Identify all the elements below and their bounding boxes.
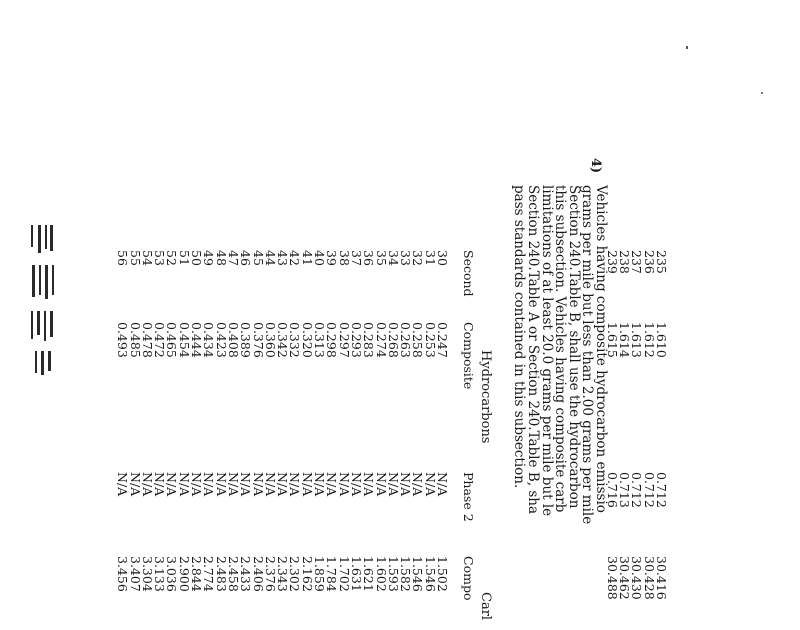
table-cell: 0.712 (641, 472, 657, 508)
table-row (176, 250, 192, 630)
table-row (164, 250, 180, 630)
table-cell: 2.774 (201, 556, 217, 592)
table-cell: N/A (225, 472, 241, 497)
table-row (127, 250, 143, 630)
table-cell: 0.332 (287, 322, 303, 358)
table-bottom-body (116, 250, 448, 630)
table-cell: 1.610 (654, 322, 669, 358)
table-cell: N/A (139, 472, 155, 497)
table-cell: 36 (361, 250, 377, 266)
table-cell: N/A (201, 472, 217, 497)
table-cell: 1.582 (398, 556, 414, 592)
table-cell: 30.428 (641, 556, 657, 600)
table-cell: 1.593 (385, 556, 401, 592)
table-cell: 235 (654, 250, 669, 274)
table-cell: N/A (299, 472, 315, 497)
table-cell: 0.485 (127, 322, 143, 358)
paragraph-line: limitations of at least 20.0 grams per mile but le (538, 185, 555, 517)
table-cell: 30.462 (617, 556, 633, 600)
table-cell: N/A (348, 472, 364, 497)
table-cell: 2.406 (250, 556, 266, 592)
table-cell: 1.613 (629, 322, 645, 358)
table-cell: 2.343 (275, 556, 291, 592)
table-cell: 54 (139, 250, 155, 266)
table-cell: 1.784 (324, 556, 340, 592)
table-cell: 30.430 (629, 556, 645, 600)
table-cell: 236 (641, 250, 657, 274)
table-cell: N/A (262, 472, 278, 497)
table-cell: 32 (410, 250, 426, 266)
paragraph-line: Vehicles having composite hydrocarbon emissio (593, 185, 609, 513)
table-cell: 33 (398, 250, 414, 266)
table-cell: 31 (422, 250, 438, 266)
table-cell: 45 (250, 250, 266, 266)
table-cell: 0.713 (617, 472, 633, 508)
table-cell: 1.702 (336, 556, 352, 592)
table-cell: 0.253 (422, 322, 438, 358)
table-row (336, 250, 352, 630)
table-cell: N/A (324, 472, 340, 497)
table-cell: 3.036 (164, 556, 180, 592)
table-cell: N/A (152, 472, 168, 497)
table-cell: 2.483 (213, 556, 229, 592)
paragraph (512, 185, 607, 625)
item-marker: 4) (588, 158, 603, 174)
table-cell: 0.434 (201, 322, 217, 358)
table-row (250, 250, 266, 630)
table-cell: N/A (238, 472, 254, 497)
table-row (213, 250, 229, 630)
table-row (299, 250, 315, 630)
table-cell: 3.407 (127, 556, 143, 592)
table-cell: N/A (275, 472, 291, 497)
table-top-row (641, 250, 657, 630)
table-cell: 51 (176, 250, 192, 266)
table-cell: 37 (348, 250, 364, 266)
table-cell: 0.297 (336, 322, 352, 358)
header-second: Second (461, 250, 476, 297)
table-cell: 34 (385, 250, 401, 266)
table-cell: 30.488 (604, 556, 620, 600)
table-cell: N/A (385, 472, 401, 497)
table-cell: 1.621 (361, 556, 377, 592)
table-cell: N/A (312, 472, 328, 497)
table-cell: 0.389 (238, 322, 254, 358)
table-cell: N/A (361, 472, 377, 497)
table-cell: N/A (435, 472, 450, 497)
table-cell: 47 (225, 250, 241, 266)
table-cell: 239 (604, 250, 620, 274)
table-cell: 35 (373, 250, 389, 266)
table-cell: 1.615 (604, 322, 620, 358)
table-cell: N/A (127, 472, 143, 497)
table-cell: 44 (262, 250, 278, 266)
table-cell: 2.162 (299, 556, 315, 592)
table-cell: 0.423 (213, 322, 229, 358)
table-cell: 42 (287, 250, 303, 266)
table-cell: 0.293 (348, 322, 364, 358)
table-cell: 3.133 (152, 556, 168, 592)
table-cell: 30.416 (654, 556, 669, 600)
paragraph-line: Section 240.Table A or Section 240.Table B, sha (525, 185, 542, 515)
table-header-row (458, 250, 474, 630)
table-cell: 0.247 (435, 322, 450, 358)
table-cell: 40 (312, 250, 328, 266)
table-cell: 49 (201, 250, 217, 266)
table-cell: 0.268 (385, 322, 401, 358)
table-cell: N/A (398, 472, 414, 497)
table-top-body (606, 250, 667, 630)
table-cell: 52 (164, 250, 180, 266)
table-cell: 53 (152, 250, 168, 266)
table-cell: N/A (422, 472, 438, 497)
table-cell: 0.454 (176, 322, 192, 358)
table-cell: 3.456 (115, 556, 131, 592)
table-cell: 0.472 (152, 322, 168, 358)
page-stamp-mark (17, 225, 57, 385)
table-row (422, 250, 438, 630)
table-cell: 1.546 (410, 556, 426, 592)
scan-speck (686, 46, 688, 49)
table-bottom (116, 250, 474, 630)
table-cell: 50 (189, 250, 205, 266)
paragraph-line: pass standards contained in this subsection. (511, 185, 528, 489)
table-top (606, 250, 667, 630)
table-cell: 48 (213, 250, 229, 266)
table-cell: N/A (115, 472, 131, 497)
table-cell: 0.712 (654, 472, 669, 508)
table-cell: 43 (275, 250, 291, 266)
table-cell: 0.298 (324, 322, 340, 358)
table-cell: 1.612 (641, 322, 657, 358)
paragraph-line: this subsection. Vehicles having composite carb (552, 185, 569, 513)
table-cell: 1.602 (373, 556, 389, 592)
table-cell: 0.493 (115, 322, 131, 358)
table-cell: N/A (176, 472, 192, 497)
group-header-hydrocarbons: Hydrocarbons (478, 350, 493, 444)
table-cell: 38 (336, 250, 352, 266)
table-row (115, 250, 131, 630)
table-cell: 2.458 (225, 556, 241, 592)
scan-speck (761, 92, 763, 94)
table-cell: 0.263 (398, 322, 414, 358)
table-cell: 0.478 (139, 322, 155, 358)
paragraph-line: Section 240.Table B, shall use the hydrocarbon (565, 185, 582, 509)
table-cell: 0.342 (275, 322, 291, 358)
table-cell: 1.614 (617, 322, 633, 358)
table-cell: 0.444 (189, 322, 205, 358)
table-cell: 2.844 (189, 556, 205, 592)
table-cell: 0.376 (250, 322, 266, 358)
table-cell: N/A (213, 472, 229, 497)
table-cell: 1.859 (312, 556, 328, 592)
table-cell: 1.631 (348, 556, 364, 592)
table-cell: 56 (115, 250, 131, 266)
table-cell: 0.320 (299, 322, 315, 358)
table-cell: 0.274 (373, 322, 389, 358)
table-cell: 55 (127, 250, 143, 266)
table-cell: 0.283 (361, 322, 377, 358)
group-header-carbon: Carl (478, 592, 493, 621)
table-cell: N/A (287, 472, 303, 497)
table-cell: 2.900 (176, 556, 192, 592)
table-cell: 2.376 (262, 556, 278, 592)
table-cell: 0.712 (629, 472, 645, 508)
header-composite: Composite (461, 322, 476, 390)
table-cell: 3.304 (139, 556, 155, 592)
table-cell: 1.502 (435, 556, 450, 592)
table-cell: 0.716 (604, 472, 620, 508)
header-composite-carbon: Compo (461, 556, 476, 601)
table-cell: 0.360 (262, 322, 278, 358)
table-cell: 0.465 (164, 322, 180, 358)
table-cell: 30 (435, 250, 450, 266)
table-row (373, 250, 389, 630)
table-cell: 2.302 (287, 556, 303, 592)
table-cell: N/A (336, 472, 352, 497)
table-cell: 46 (238, 250, 254, 266)
table-cell: 237 (629, 250, 645, 274)
table-cell: N/A (373, 472, 389, 497)
table-cell: 0.258 (410, 322, 426, 358)
paragraph-line: grams per mile but less than 2.00 grams per mile (579, 185, 596, 525)
table-cell: 41 (299, 250, 315, 266)
table-cell: 238 (617, 250, 633, 274)
table-cell: 39 (324, 250, 340, 266)
table-cell: N/A (410, 472, 426, 497)
table-cell: N/A (164, 472, 180, 497)
table-cell: 2.433 (238, 556, 254, 592)
table-cell: N/A (250, 472, 266, 497)
table-cell: 0.313 (312, 322, 328, 358)
table-cell: 1.546 (422, 556, 438, 592)
table-cell: N/A (189, 472, 205, 497)
header-phase2: Phase 2 (461, 472, 476, 522)
table-cell: 0.408 (225, 322, 241, 358)
